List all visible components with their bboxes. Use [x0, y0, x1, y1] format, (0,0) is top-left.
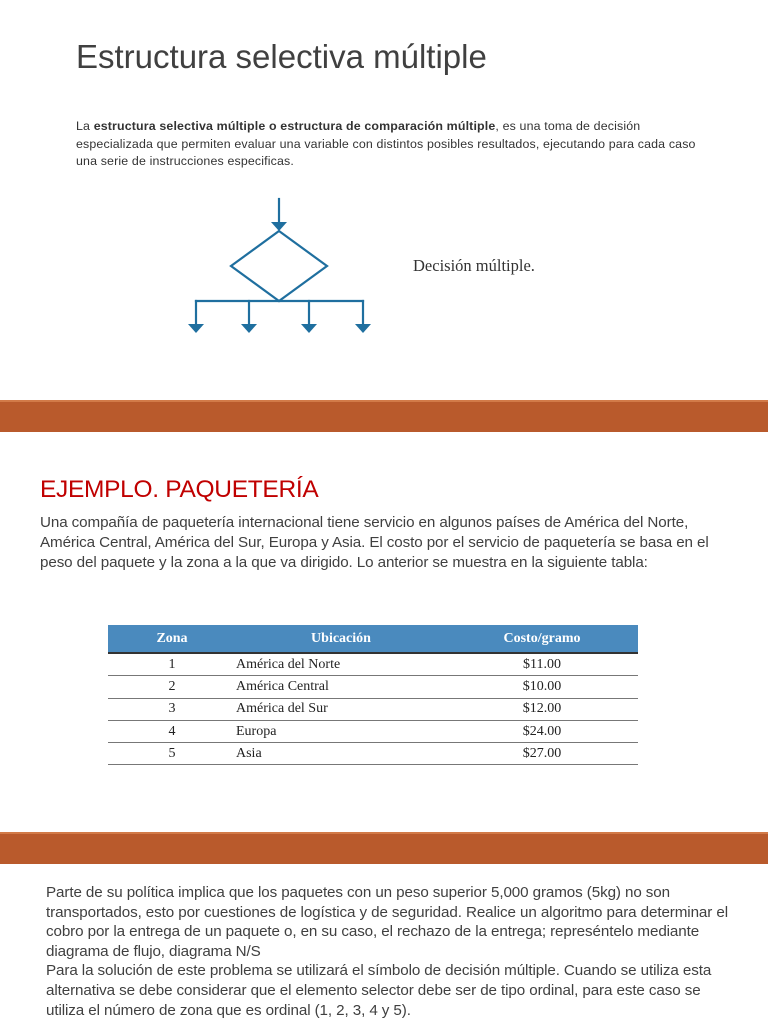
cell-zona: 4: [108, 720, 236, 742]
example-paragraph: Una compañía de paquetería internacional tiene servicio en algunos países de América del Norte, América Central, América del Sur, Europa y Asia. El costo por el servicio de paquetería se basa en el peso del paquete y la zona a la que va dirigido. Lo anterior se muestra en la siguiente tabla:: [40, 514, 709, 571]
branch-arrowhead-2: [241, 324, 257, 333]
cell-costo: $12.00: [446, 698, 638, 720]
table-row: [108, 720, 638, 742]
cell-costo: $10.00: [446, 676, 638, 698]
slide-estructura-selectiva: [0, 0, 768, 400]
cell-costo: $27.00: [446, 743, 638, 765]
entry-arrowhead: [271, 222, 287, 231]
branch-arrowhead-1: [188, 324, 204, 333]
cell-zona: 5: [108, 743, 236, 765]
solution-paragraph: Para la solución de este problema se utilizará el símbolo de decisión múltiple. Cuando se utiliza esta alternativa se debe considerar que el elemento selector debe ser de tipo ordinal, para este caso se utiliza el número de zona que es ordinal (1, 2, 3, 4 y 5).: [46, 962, 712, 1019]
intro-rest: , es una toma de decisión especializada que permiten evaluar una variable con distintos posibles resultados, ejecutando para cada caso una serie de instrucciones especificas.: [76, 119, 696, 168]
table-row: [108, 743, 638, 765]
decision-diamond: [231, 231, 327, 301]
cell-costo: $11.00: [446, 653, 638, 676]
cell-ubicacion: América del Norte: [236, 653, 446, 676]
branch-arrowhead-4: [355, 324, 371, 333]
slide-divider: [0, 400, 768, 432]
policy-paragraph: Parte de su política implica que los paquetes con un peso superior 5,000 gramos (5kg) no son transportados, esto por cuestiones de logística y de seguridad. Realice un algoritmo para determinar el cobro por la entrega de un paquete o, en su caso, el rechazo de la entrega; represéntelo mediante diagrama de flujo, diagrama N/S: [46, 884, 728, 960]
header-costo: Costo/gramo: [446, 625, 638, 653]
table-row: [108, 653, 638, 676]
table-row: [108, 698, 638, 720]
cell-zona: 2: [108, 676, 236, 698]
table-row: [108, 676, 638, 698]
diagram-label: Decisión múltiple.: [413, 256, 535, 275]
branch-arrowhead-3: [301, 324, 317, 333]
cell-ubicacion: América Central: [236, 676, 446, 698]
intro-paragraph: [76, 118, 716, 171]
example-title: EJEMPLO. PAQUETERÍA: [40, 476, 319, 503]
multiple-decision-diagram: [180, 195, 380, 337]
cell-costo: $24.00: [446, 720, 638, 742]
slide-title: Estructura selectiva múltiple: [76, 38, 487, 75]
intro-bold-term: estructura selectiva múltiple o estructura de comparación múltiple: [93, 119, 496, 133]
policy-text: [46, 883, 736, 1020]
header-ubicacion: Ubicación: [236, 625, 446, 653]
rates-table: [108, 625, 638, 765]
intro-prefix: La: [76, 119, 94, 133]
cell-zona: 1: [108, 653, 236, 676]
header-zona: Zona: [108, 625, 236, 653]
cell-ubicacion: Asia: [236, 743, 446, 765]
cell-zona: 3: [108, 698, 236, 720]
cell-ubicacion: Europa: [236, 720, 446, 742]
cell-ubicacion: América del Sur: [236, 698, 446, 720]
slide-divider: [0, 832, 768, 864]
table-header-row: [108, 625, 638, 653]
